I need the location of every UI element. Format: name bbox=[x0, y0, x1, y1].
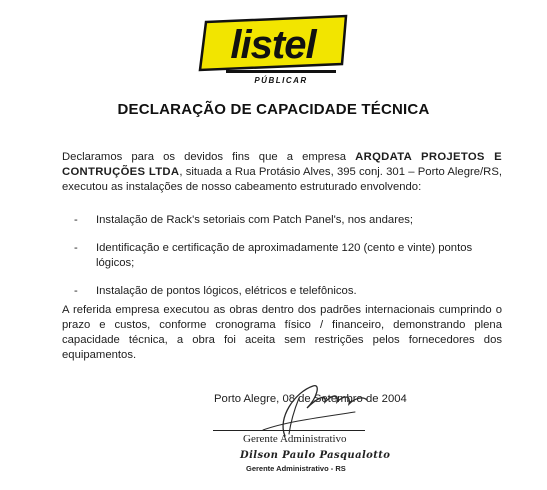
bullet-dash: - bbox=[74, 214, 78, 226]
signer-stamp-role: Gerente Administrativo - RS bbox=[246, 464, 346, 473]
list-item-text: Identificação e certificação de aproximadamente 120 (cento e vinte) pontos lógicos; bbox=[96, 242, 473, 269]
list-item bbox=[74, 213, 502, 228]
services-list bbox=[74, 213, 502, 312]
list-item-text: Instalação de Rack's setoriais com Patch Panel's, nos andares; bbox=[96, 214, 414, 226]
signer-name-stamp: Dilson Paulo Pasqualotto bbox=[240, 450, 391, 461]
closing-paragraph: A referida empresa executou as obras dentro dos padrões internacionais cumprindo o prazo e custos, conforme cronograma físico / financeiro, demonstrando plena capacidade técnica, a obra foi aceita sem restrições pelos fornecedores dos equipamentos. bbox=[62, 304, 502, 361]
intro-text-end: , situada a Rua Protásio Alves, 395 conj. 301 – Porto Alegre/RS, executou as instalações de nosso cabeamento estruturado envolvendo: bbox=[62, 166, 502, 193]
bullet-dash: - bbox=[74, 285, 78, 297]
intro-text-start: Declaramos para os devidos fins que a empresa bbox=[62, 151, 356, 163]
listel-publicar-logo bbox=[196, 12, 356, 88]
bullet-dash: - bbox=[74, 242, 78, 254]
company-name: ARQDATA PROJETOS E CONTRUÇÕES LTDA bbox=[62, 151, 502, 178]
list-item-text: Instalação de pontos lógicos, elétricos e telefônicos. bbox=[96, 285, 357, 297]
document-title: DECLARAÇÃO DE CAPACIDADE TÉCNICA bbox=[117, 101, 430, 118]
signature-line bbox=[213, 430, 365, 431]
signer-role: Gerente Administrativo bbox=[243, 433, 347, 445]
svg-text:listel: listel bbox=[230, 23, 316, 67]
intro-paragraph bbox=[62, 150, 502, 195]
list-item bbox=[74, 241, 502, 271]
svg-text:PÚBLICAR: PÚBLICAR bbox=[254, 76, 308, 85]
place-date: Porto Alegre, 08 de Setembro de 2004 bbox=[214, 393, 407, 405]
list-item bbox=[74, 284, 502, 299]
